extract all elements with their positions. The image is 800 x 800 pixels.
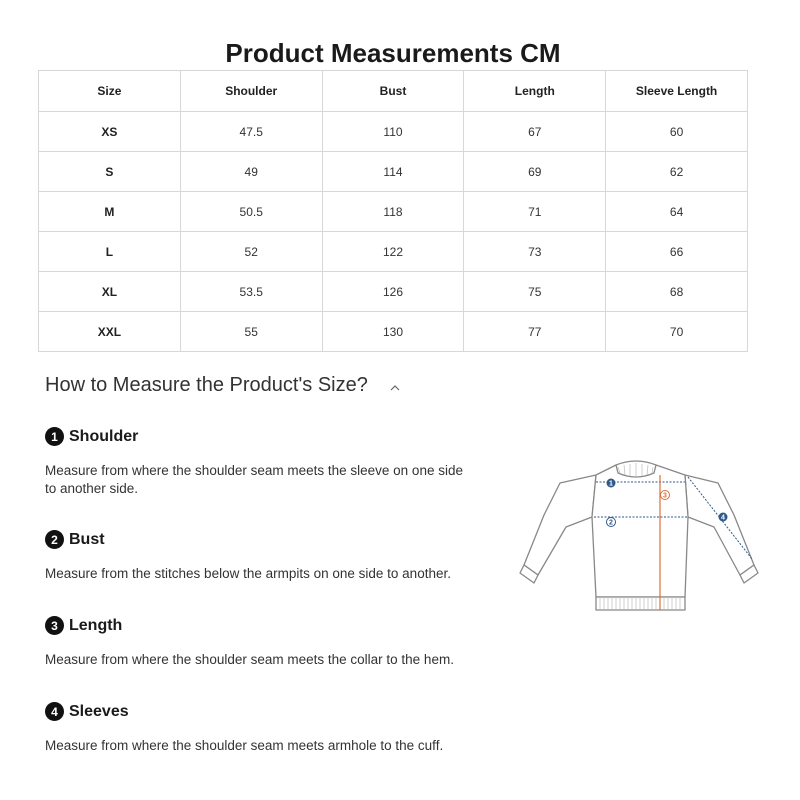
step-shoulder <box>45 427 505 498</box>
table-cell: 70 <box>606 312 748 352</box>
table-row <box>39 152 748 192</box>
number-two-icon: 2 <box>45 530 64 549</box>
measure-guide-heading: How to Measure the Product's Size? <box>45 374 368 396</box>
chevron-up-icon[interactable] <box>390 383 400 393</box>
table-cell: 49 <box>180 152 322 192</box>
step-description: Measure from where the shoulder seam meets armhole to the cuff. <box>45 738 444 753</box>
table-cell: XL <box>39 272 181 312</box>
table-cell: XS <box>39 112 181 152</box>
marker-1-label: 1 <box>609 480 613 488</box>
marker-2-label: 2 <box>609 519 613 527</box>
left-sleeve <box>524 475 596 575</box>
step-bust <box>45 530 505 583</box>
sweater-body <box>592 465 688 597</box>
table-row <box>39 232 748 272</box>
step-length <box>45 616 505 669</box>
header-bust: Bust <box>322 71 464 112</box>
table-cell: 75 <box>464 272 606 312</box>
number-three-icon: 3 <box>45 616 64 635</box>
header-length: Length <box>464 71 606 112</box>
step-title: Length <box>69 616 123 634</box>
table-cell: 126 <box>322 272 464 312</box>
table-cell: 122 <box>322 232 464 272</box>
sweater-measurement-diagram <box>518 455 763 620</box>
number-one-icon: 1 <box>45 427 64 446</box>
page-title: Product Measurements CM <box>225 38 561 68</box>
step-title: Shoulder <box>69 427 139 445</box>
table-cell: XXL <box>39 312 181 352</box>
table-cell: 50.5 <box>180 192 322 232</box>
step-title: Sleeves <box>69 702 129 720</box>
table-cell: 64 <box>606 192 748 232</box>
measure-guide-toggle[interactable] <box>45 374 400 397</box>
step-sleeves <box>45 702 505 755</box>
table-cell: 114 <box>322 152 464 192</box>
header-sleeve-length: Sleeve Length <box>606 71 748 112</box>
table-cell: 52 <box>180 232 322 272</box>
table-cell: 110 <box>322 112 464 152</box>
marker-3-label: 3 <box>663 492 667 500</box>
step-description: Measure from where the shoulder seam meets the collar to the hem. <box>45 652 454 667</box>
table-cell: 69 <box>464 152 606 192</box>
table-cell: 47.5 <box>180 112 322 152</box>
size-chart-table <box>38 70 748 352</box>
right-sleeve <box>685 475 754 575</box>
header-size: Size <box>39 71 181 112</box>
table-cell: 71 <box>464 192 606 232</box>
table-cell: L <box>39 232 181 272</box>
step-description: Measure from the stitches below the armpits on one side to another. <box>45 566 451 581</box>
table-cell: 53.5 <box>180 272 322 312</box>
table-header-row <box>39 71 748 112</box>
table-row <box>39 312 748 352</box>
number-four-icon: 4 <box>45 702 64 721</box>
table-row <box>39 192 748 232</box>
table-cell: 77 <box>464 312 606 352</box>
table-row <box>39 112 748 152</box>
table-cell: 55 <box>180 312 322 352</box>
table-cell: 130 <box>322 312 464 352</box>
marker-4-label: 4 <box>721 514 725 522</box>
table-cell: 118 <box>322 192 464 232</box>
table-row <box>39 272 748 312</box>
table-cell: 73 <box>464 232 606 272</box>
table-cell: 62 <box>606 152 748 192</box>
step-title: Bust <box>69 530 105 548</box>
table-cell: 66 <box>606 232 748 272</box>
header-shoulder: Shoulder <box>180 71 322 112</box>
table-cell: 68 <box>606 272 748 312</box>
table-cell: 67 <box>464 112 606 152</box>
table-cell: M <box>39 192 181 232</box>
step-description: Measure from where the shoulder seam meets the sleeve on one side to another side. <box>45 463 463 496</box>
table-cell: S <box>39 152 181 192</box>
table-cell: 60 <box>606 112 748 152</box>
